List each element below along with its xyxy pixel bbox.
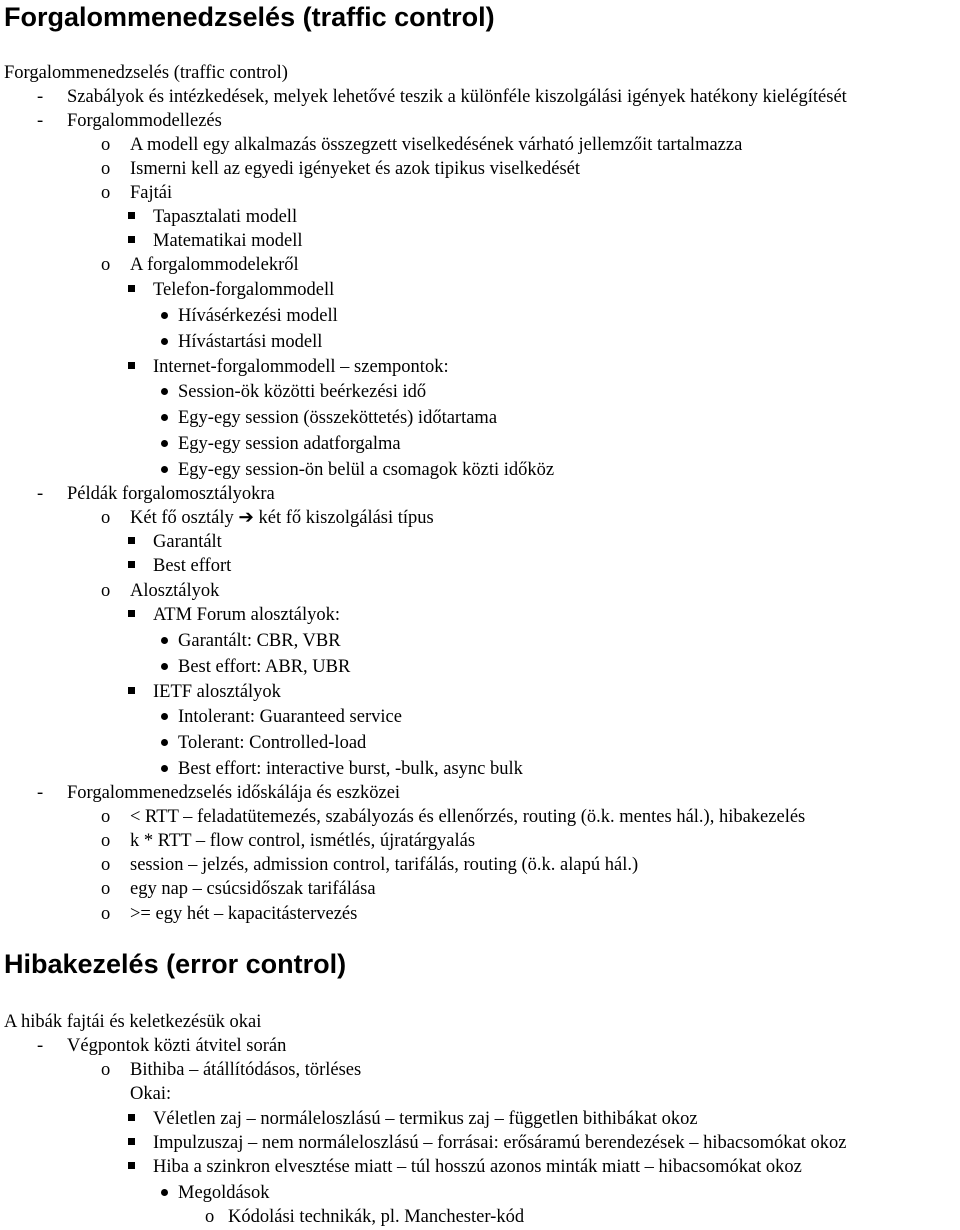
- round-bullet-icon: [161, 312, 168, 319]
- round-bullet-icon: [161, 466, 168, 473]
- intro-traffic-control: Forgalommenedzselés (traffic control): [4, 63, 288, 83]
- round-bullet-icon: [161, 440, 168, 447]
- square-bullet-icon: [128, 1114, 135, 1121]
- round-bullet-icon: [161, 765, 168, 772]
- heading-traffic-control: Forgalommenedzselés (traffic control): [4, 2, 495, 32]
- square-bullet-icon: [128, 285, 135, 292]
- square-bullet-icon: [128, 537, 135, 544]
- square-bullet-icon: [128, 1162, 135, 1169]
- square-bullet-icon: [128, 236, 135, 243]
- round-bullet-icon: [161, 1189, 168, 1196]
- square-bullet-icon: [128, 610, 135, 617]
- round-bullet-icon: [161, 338, 168, 345]
- square-bullet-icon: [128, 212, 135, 219]
- round-bullet-icon: [161, 713, 168, 720]
- square-bullet-icon: [128, 362, 135, 369]
- square-bullet-icon: [128, 1138, 135, 1145]
- round-bullet-icon: [161, 663, 168, 670]
- square-bullet-icon: [128, 561, 135, 568]
- round-bullet-icon: [161, 388, 168, 395]
- intro-error-control: A hibák fajtái és keletkezésük okai: [4, 1012, 262, 1032]
- round-bullet-icon: [161, 414, 168, 421]
- square-bullet-icon: [128, 687, 135, 694]
- heading-error-control: Hibakezelés (error control): [4, 949, 347, 979]
- round-bullet-icon: [161, 739, 168, 746]
- round-bullet-icon: [161, 637, 168, 644]
